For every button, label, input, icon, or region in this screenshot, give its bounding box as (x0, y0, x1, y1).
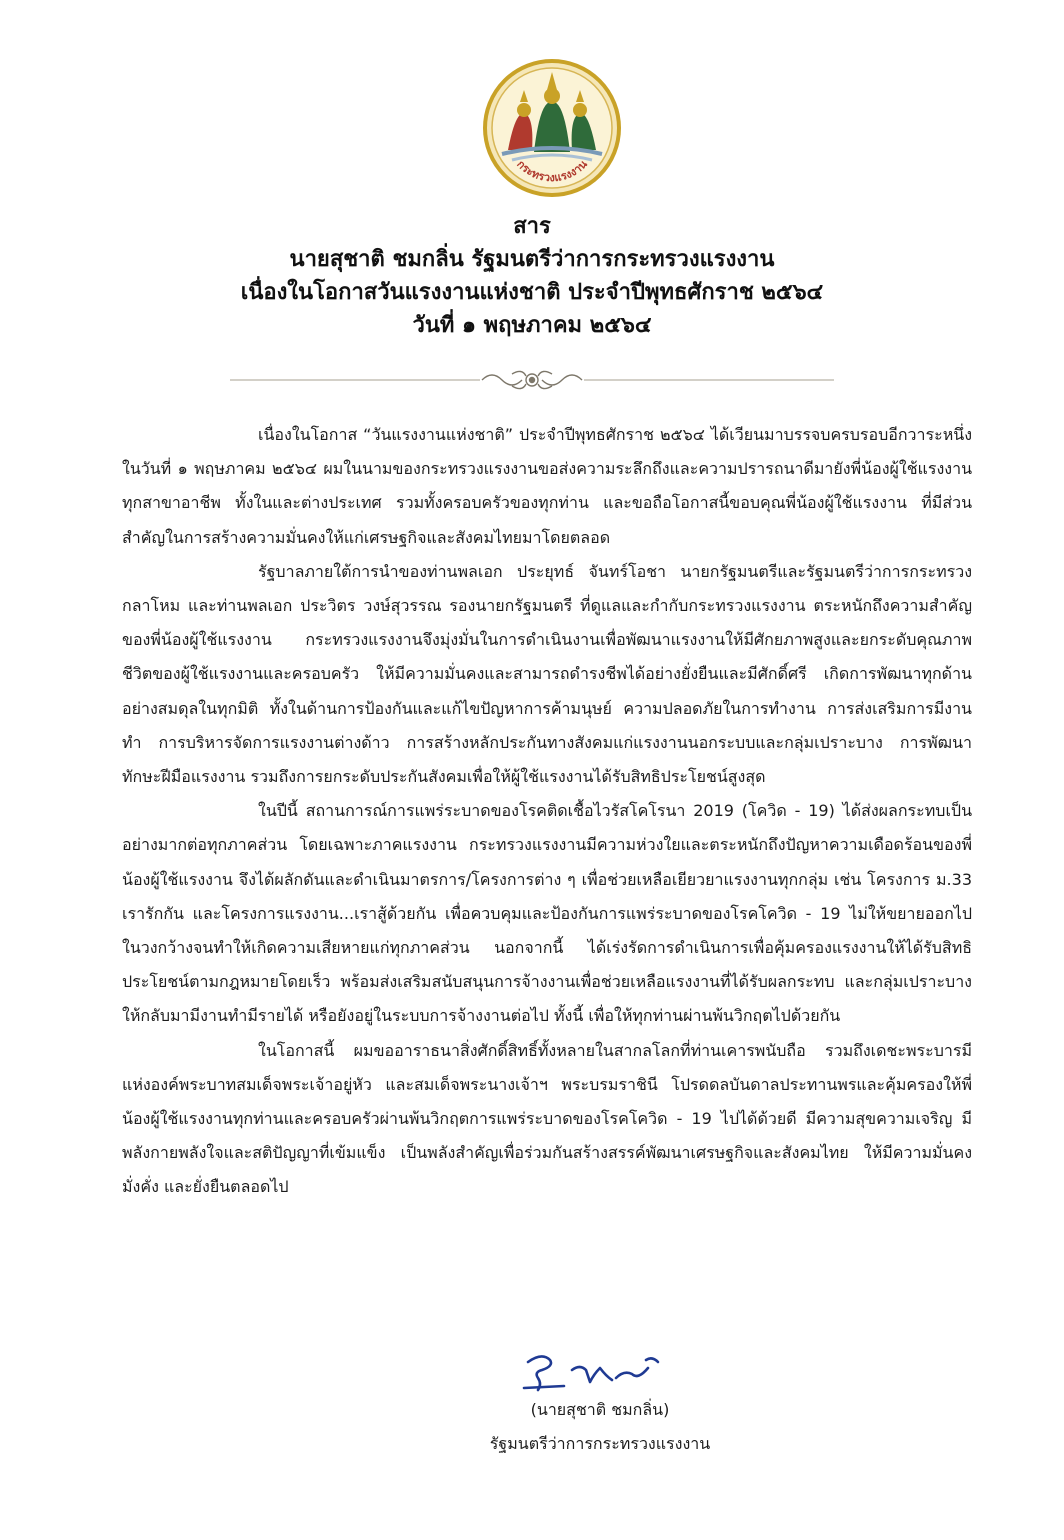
paragraph-4: ในโอกาสนี้ ผมขออาราธนาสิ่งศักดิ์สิทธิ์ทั้งหลายในสากลโลกที่ท่านเคารพนับถือ รวมถึงเดชะพระบารมีแห่งองค์พระบาทสมเด็จพระเจ้าอยู่หัว และสมเด็จพระนางเจ้าฯ พระบรมราชินี โปรดดลบันดาลประทานพรและคุ้มครองให้พี่น้องผู้ใช้แรงงานทุกท่านและครอบครัวผ่านพ้นวิกฤตการแพร่ระบาดของโรคโควิด - 19 ไปได้ด้วยดี มีความสุขความเจริญ มีพลังกายพลังใจและสติปัญญาที่เข้มแข็ง เป็นพลังสำคัญเพื่อร่วมกันสร้างสรรค์พัฒนาเศรษฐกิจและสังคมไทย ให้มีความมั่นคง มั่งคั่ง และยั่งยืนตลอดไป (122, 1040, 972, 1197)
handwritten-signature (520, 1348, 670, 1398)
title-occasion: เนื่องในโอกาสวันแรงงานแห่งชาติ ประจำปีพุทธศักราช ๒๕๖๔ (240, 280, 824, 305)
ministry-seal-logo (482, 58, 622, 198)
title-date: วันที่ ๑ พฤษภาคม ๒๕๖๔ (412, 313, 652, 338)
paragraph-2: รัฐบาลภายใต้การนำของท่านพลเอก ประยุทธ์ จันทร์โอชา นายกรัฐมนตรีและรัฐมนตรีว่าการกระทรวงกลาโหม และท่านพลเอก ประวิตร วงษ์สุวรรณ รองนายกรัฐมนตรี ที่ดูแลและกำกับกระทรวงแรงงาน ตระหนักถึงความสำคัญของพี่น้องผู้ใช้แรงงาน กระทรวงแรงงานจึงมุ่งมั่นในการดำเนินงานเพื่อพัฒนาแรงงานให้มีศักยภาพสูงและยกระดับคุณภาพชีวิตของผู้ใช้แรงงานและครอบครัว ให้มีความมั่นคงและสามารถดำรงชีพได้อย่างยั่งยืนและมีศักดิ์ศรี เกิดการพัฒนาทุกด้านอย่างสมดุลในทุกมิติ ทั้งในด้านการป้องกันและแก้ไขปัญหาการค้ามนุษย์ ความปลอดภัยในการทำงาน การส่งเสริมการมีงานทำ การบริหารจัดการแรงงานต่างด้าว การสร้างหลักประกันทางสังคมแก่แรงงานนอกระบบและกลุ่มเปราะบาง การพัฒนาทักษะฝีมือแรงงาน รวมถึงการยกระดับประกันสังคมเพื่อให้ผู้ใช้แรงงานได้รับสิทธิประโยชน์สูงสุด (122, 561, 972, 787)
ornament-divider-icon (230, 366, 834, 394)
seal-caption: กระทรวงแรงงาน (514, 157, 590, 185)
title-message: สาร (513, 214, 551, 239)
document-title-block (0, 210, 1064, 342)
paragraph-1: เนื่องในโอกาส “วันแรงงานแห่งชาติ” ประจำปีพุทธศักราช ๒๕๖๔ ได้เวียนมาบรรจบครบรอบอีกวาระหนึ่ง ในวันที่ ๑ พฤษภาคม ๒๕๖๔ ผมในนามของกระทรวงแรงงานขอส่งความระลึกถึงและความปรารถนาดีมายังพี่น้องผู้ใช้แรงงานทุกสาขาอาชีพ ทั้งในและต่างประเทศ รวมทั้งครอบครัวของทุกท่าน และขอถือโอกาสนี้ขอบคุณพี่น้องผู้ใช้แรงงาน ที่มีส่วนสำคัญในการสร้างความมั่นคงให้แก่เศรษฐกิจและสังคมไทยมาโดยตลอด (122, 425, 972, 547)
signer-name: (นายสุชาติ ชมกลิ่น) (530, 1400, 670, 1419)
title-sender: นายสุชาติ ชมกลิ่น รัฐมนตรีว่าการกระทรวงแรงงาน (289, 247, 775, 272)
signer-title: รัฐมนตรีว่าการกระทรวงแรงงาน (489, 1434, 711, 1453)
message-body (122, 418, 972, 1205)
paragraph-3: ในปีนี้ สถานการณ์การแพร่ระบาดของโรคติดเชื้อไวรัสโคโรนา 2019 (โควิด - 19) ได้ส่งผลกระทบเป็นอย่างมากต่อทุกภาคส่วน โดยเฉพาะภาคแรงงาน กระทรวงแรงงานมีความห่วงใยและตระหนักถึงปัญหาความเดือดร้อนของพี่น้องผู้ใช้แรงงาน จึงได้ผลักดันและดำเนินมาตรการ/โครงการต่าง ๆ เพื่อช่วยเหลือเยียวยาแรงงานทุกกลุ่ม เช่น โครงการ ม.33 เรารักกัน และโครงการแรงงาน...เราสู้ด้วยกัน เพื่อควบคุมและป้องกันการแพร่ระบาดของโรคโควิด - 19 ไม่ให้ขยายออกไปในวงกว้างจนทำให้เกิดความเสียหายแก่ทุกภาคส่วน นอกจากนี้ ได้เร่งรัดการดำเนินการเพื่อคุ้มครองแรงงานให้ได้รับสิทธิประโยชน์ตามกฎหมายโดยเร็ว พร้อมส่งเสริมสนับสนุนการจ้างงานเพื่อช่วยเหลือแรงงานที่ได้รับผลกระทบ และกลุ่มเปราะบางให้กลับมามีงานทำมีรายได้ หรือยังอยู่ในระบบการจ้างงานต่อไป ทั้งนี้ เพื่อให้ทุกท่านผ่านพ้นวิกฤตไปด้วยกัน (122, 801, 972, 1026)
